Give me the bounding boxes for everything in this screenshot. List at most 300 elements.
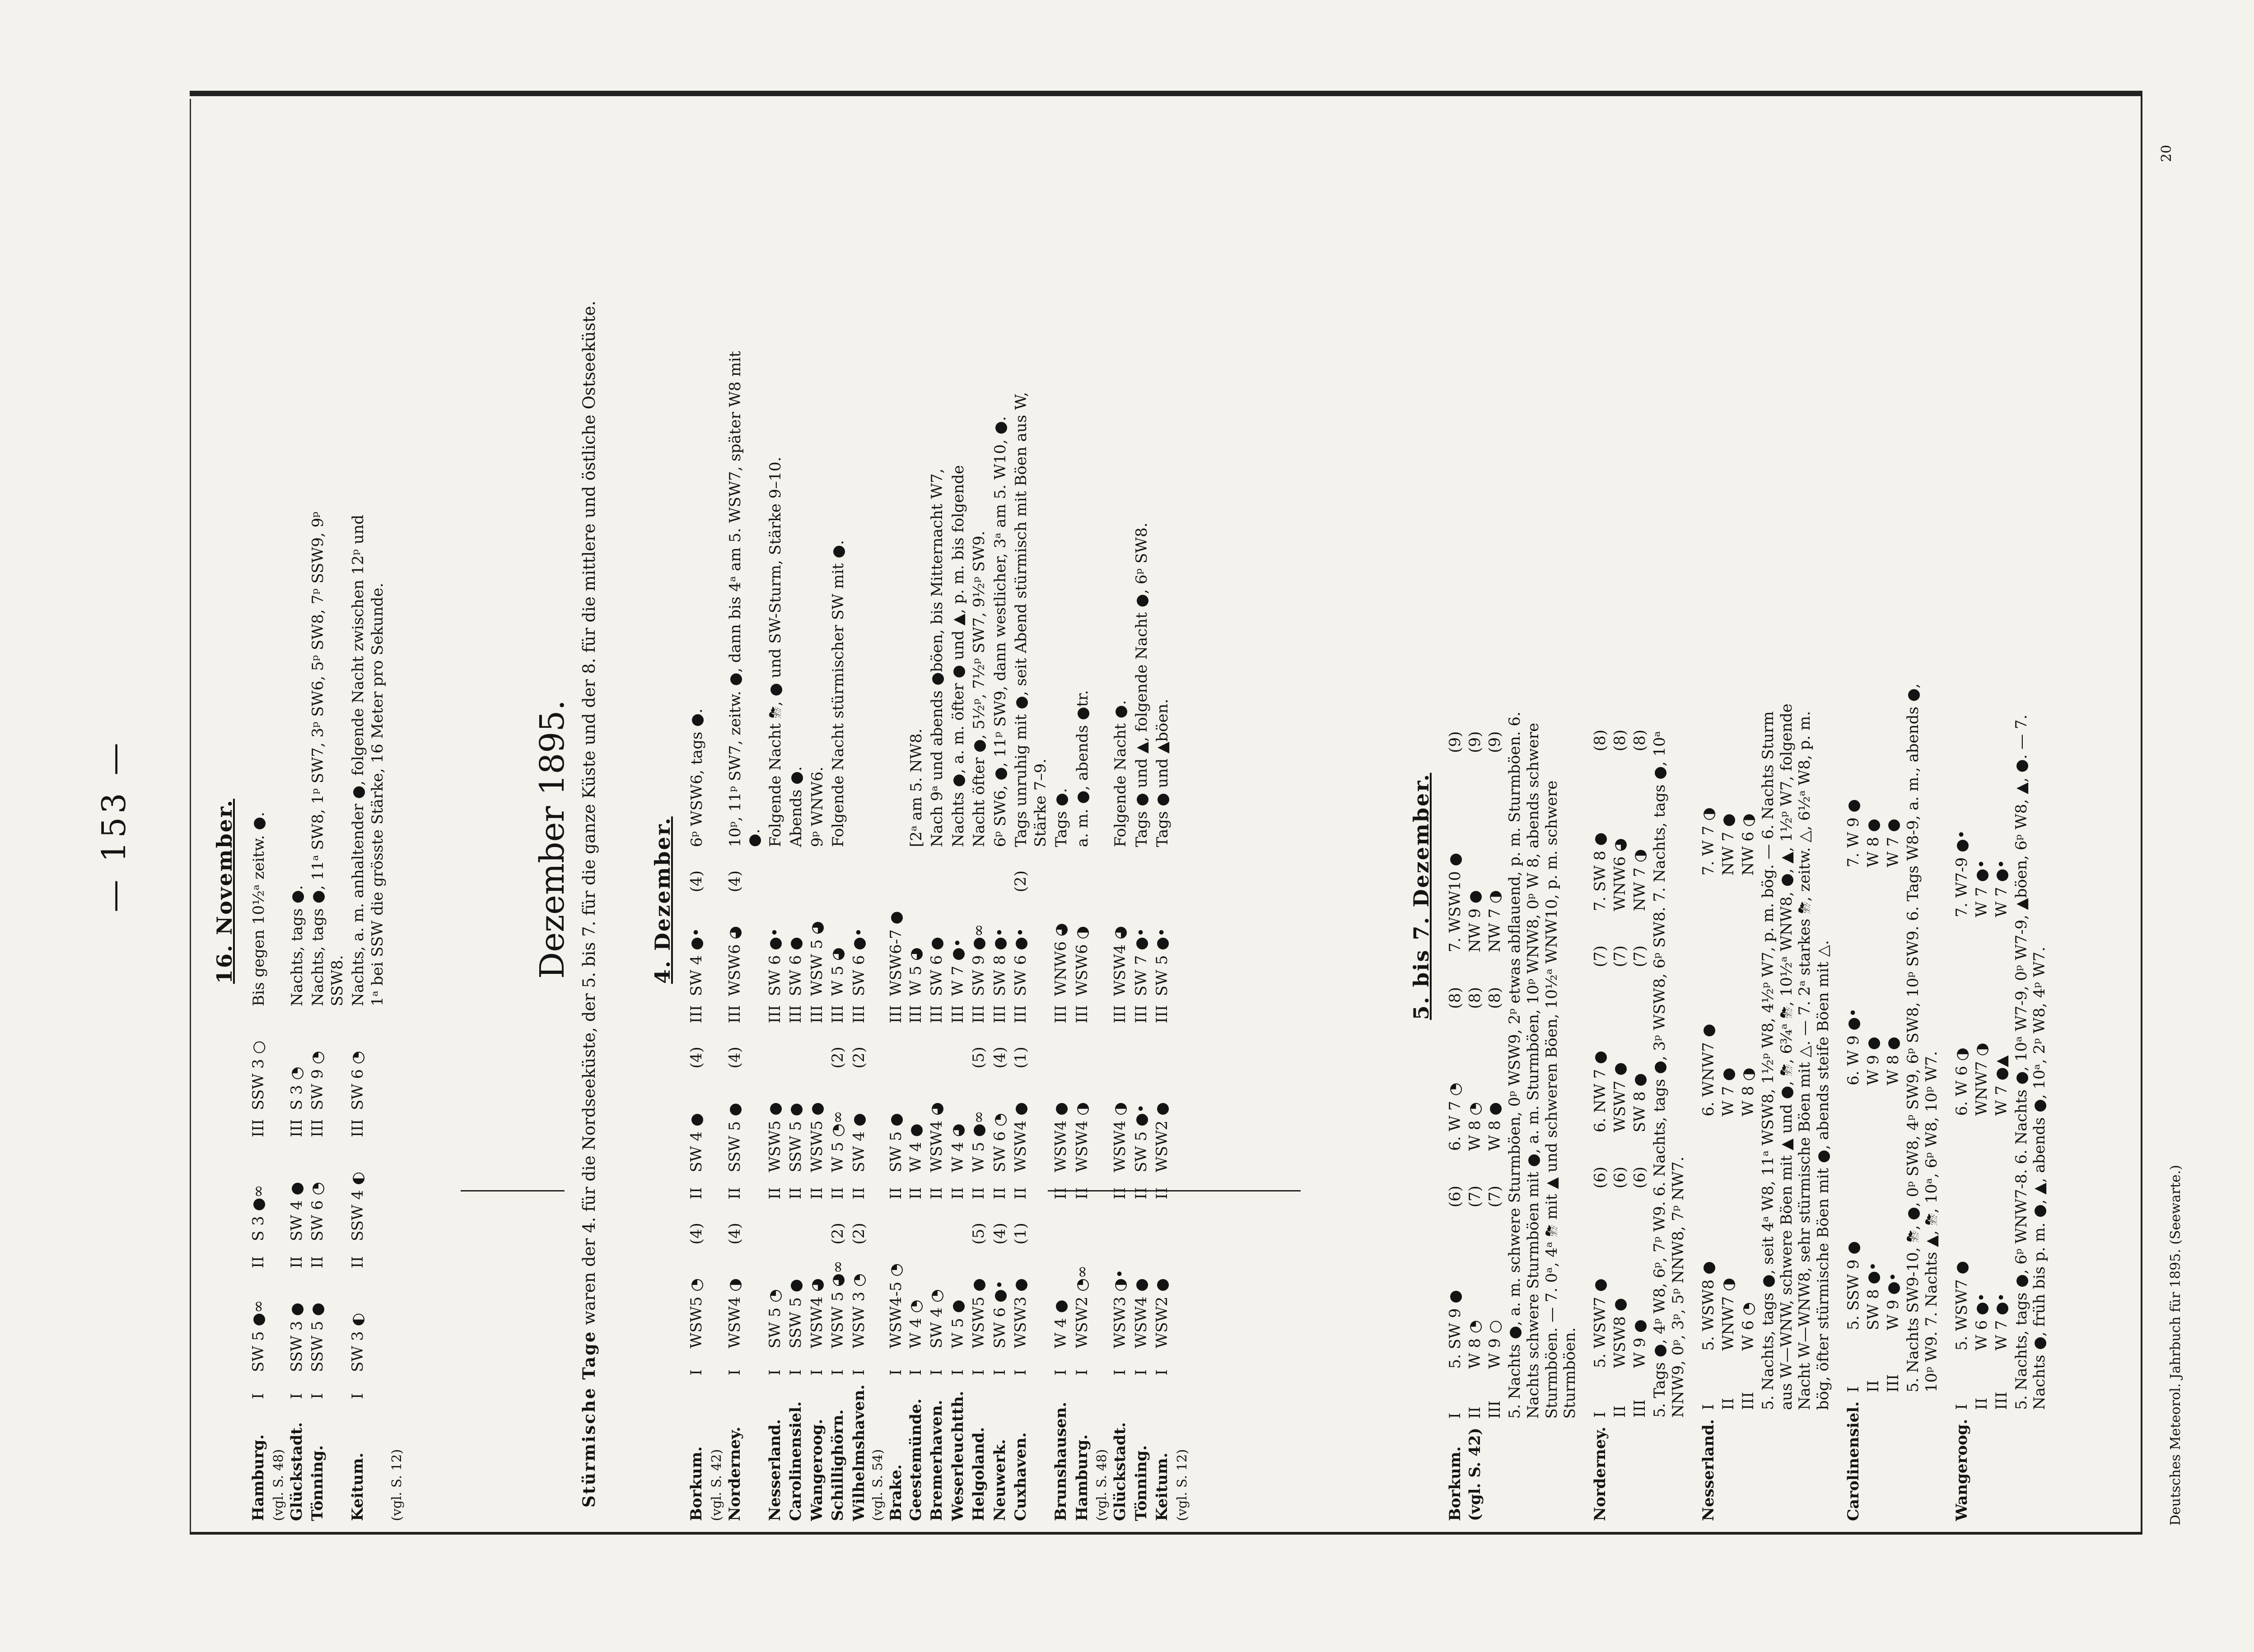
december-4-row — [686, 337, 708, 1526]
observation: W 5 ● — [948, 1299, 967, 1349]
observation: 5. SW 9 ● — [1446, 1290, 1464, 1369]
beaufort-count: (4) — [687, 1047, 705, 1069]
observation: WNW7 ◑ — [1719, 1278, 1737, 1351]
observation: W 7 ●• — [1972, 859, 1991, 917]
term-class: II — [990, 1187, 1009, 1200]
observation: W 9 ●• — [1884, 1272, 1902, 1331]
beaufort-count — [765, 1028, 786, 1073]
beaufort-count: (2) — [1012, 870, 1030, 893]
term-class: III — [1486, 1401, 1504, 1419]
remark: Folgende Nacht ●. — [1111, 700, 1129, 847]
station-block — [1590, 700, 1689, 1526]
beaufort-count — [1863, 872, 1883, 893]
observation: SSW 5 ● — [787, 1103, 805, 1173]
term-class: I — [1952, 1404, 1971, 1410]
term-class: III — [1739, 1391, 1757, 1410]
beaufort-count — [1110, 1204, 1131, 1249]
beaufort-count: (1) — [1012, 1223, 1030, 1245]
remark: [2ᵃ am 5. NW8. — [907, 728, 925, 847]
station-block-row — [1883, 675, 1903, 1526]
observation: WNW6 ◕ — [1052, 923, 1070, 996]
observation: W 4 ● — [1052, 1299, 1070, 1349]
term-class: III — [990, 1005, 1009, 1024]
station-name: Keitum. — [349, 1452, 367, 1521]
beaufort-count — [927, 852, 948, 897]
beaufort-count: (9) — [1466, 731, 1484, 753]
divider-rule-2 — [1048, 1190, 1301, 1191]
term-class: I — [287, 1393, 306, 1399]
lead-bold: Stürmische Tage — [579, 1330, 599, 1508]
term-class: III — [1052, 1005, 1070, 1024]
beaufort-count: (8) — [1611, 729, 1629, 752]
observation: 7. SW 8 ● — [1591, 832, 1610, 912]
lead-text: waren der 4. für die Nordseeküste, der 5. bis 7. für die ganze Küste und der 8. für die mittlere und östliche Ostseeküste. — [579, 300, 599, 1325]
observation: S 3 ◔ — [287, 1066, 306, 1110]
beaufort-count — [786, 1028, 807, 1073]
december-4-row — [990, 337, 1011, 1526]
station-name: Tönning. — [308, 1445, 327, 1521]
beaufort-count — [1072, 1028, 1093, 1073]
term-class: I — [887, 1369, 905, 1376]
term-class: II — [948, 1187, 967, 1200]
station-name: Helgoland. — [970, 1427, 988, 1521]
observation: WSW2 ● — [1153, 1102, 1171, 1173]
beaufort-count: (2) — [849, 1223, 868, 1245]
station-name: Keitum. — [1153, 1452, 1171, 1521]
observation: W 8 ◔ — [1466, 1102, 1484, 1151]
term-class: I — [1591, 1411, 1610, 1418]
observation: WSW 3 ◔ — [849, 1273, 868, 1349]
term-class: I — [1012, 1369, 1030, 1376]
term-class: II — [765, 1187, 784, 1200]
station-spacer — [1610, 1422, 1630, 1526]
term-class: III — [906, 1005, 925, 1024]
term-class: I — [1844, 1386, 1862, 1392]
term-class: II — [1012, 1187, 1030, 1200]
term-class: III — [887, 1005, 905, 1024]
observation: WSW4 ◑ — [725, 1278, 744, 1349]
term-class: III — [1884, 1374, 1902, 1392]
observation: WSW4-5 ◔ — [887, 1263, 905, 1349]
observation: W 7 ● — [1719, 1067, 1737, 1117]
observation: SSW 4 ◐ — [349, 1172, 367, 1241]
observation: W 6 ●• — [1972, 1293, 1991, 1351]
observation: WSW4 ● — [1052, 1102, 1070, 1173]
beaufort-count: (7) — [1466, 1186, 1484, 1208]
beaufort-count — [886, 1028, 906, 1073]
beaufort-count — [1718, 692, 1738, 712]
observation: SW 6 ◔ — [349, 1051, 367, 1110]
observation: SW 5 ◔ — [765, 1289, 784, 1349]
term-class: II — [1153, 1187, 1171, 1200]
beaufort-count — [906, 852, 927, 897]
observation: SW 6 ●• — [849, 927, 868, 996]
beaufort-count — [1863, 675, 1883, 695]
term-class: III — [765, 1005, 784, 1024]
remark: Tags unruhig mit ●, seit Abend stürmisch mit Böen aus W, Stärke 7–9. — [1012, 392, 1050, 847]
beaufort-count: (4) — [990, 1047, 1009, 1069]
station-name: Bremerhaven. — [928, 1400, 946, 1521]
observation: WSW5 ● — [807, 1102, 826, 1173]
observation: W 5 ◕ — [829, 947, 847, 996]
beaufort-count — [1110, 1028, 1131, 1073]
beaufort-count — [807, 852, 828, 897]
station-block-row — [1590, 700, 1610, 1526]
december-4-row — [1011, 337, 1051, 1526]
beaufort-count: (8) — [1446, 987, 1464, 1009]
station-name: Norderney. — [725, 1426, 744, 1521]
term-class: III — [349, 1119, 367, 1137]
observation: 7. W7-9 ●• — [1952, 830, 1971, 917]
observation: SW 6 ◔ — [308, 1182, 327, 1241]
station-spacer — [1718, 1415, 1738, 1526]
beaufort-count — [1992, 1120, 2011, 1140]
observation: WSW2 ◔∞ — [1073, 1265, 1091, 1349]
station-name: Nesserland. — [765, 1419, 784, 1521]
folio-number: 20 — [2159, 144, 2175, 162]
beaufort-count: (4) — [725, 1223, 744, 1245]
observation: 6. WNW7 ● — [1699, 1024, 1717, 1117]
observation: WSW5 ● — [970, 1278, 988, 1349]
term-class: III — [928, 1005, 946, 1024]
observation: 6. W 7 ◔ — [1446, 1082, 1464, 1151]
beaufort-count — [1972, 1120, 1992, 1140]
term-class: I — [970, 1369, 988, 1376]
beaufort-count — [849, 852, 869, 897]
term-class: II — [725, 1187, 744, 1200]
observation: WSW6-7 ● — [887, 911, 905, 996]
term-class: II — [1864, 1380, 1882, 1392]
beaufort-count — [786, 1204, 807, 1249]
remark — [849, 337, 869, 852]
station-description: 5. Nachts, tags ●, 6ᵖ WNW7-8. 6. Nachts ●, 10ᵃ W7-9, 0ᵖ W7-9, ▲böen, 6ᵖ W8, ▲, ●. — 7. Nachts ●, früh bis p. m. ●, ▲, abends ●, 10ᵃ, 2ᵖ W8, 4ᵖ W7. — [2012, 714, 2049, 1410]
observation: W 7 ●• — [948, 938, 967, 996]
december-4-row — [1131, 337, 1153, 1526]
term-class: III — [1631, 1399, 1649, 1418]
observation: WSW3 ● — [1012, 1278, 1030, 1349]
observation: WSW5 ● — [765, 1102, 784, 1173]
term-class: II — [1719, 1398, 1737, 1410]
term-class: II — [1073, 1187, 1091, 1200]
term-class: I — [1132, 1369, 1150, 1376]
station-block-row — [1610, 700, 1630, 1526]
term-class: III — [687, 1005, 705, 1024]
remark: 9ᵖ WNW6. — [808, 767, 826, 847]
station-block-row — [1992, 692, 2011, 1526]
observation: WSW4 ◕ — [1111, 926, 1129, 996]
observation: 7. WSW10 ● — [1446, 852, 1464, 953]
station-name: Carolinensiel. — [787, 1401, 805, 1521]
december-lead — [578, 198, 600, 1508]
term-class: II — [849, 1187, 868, 1200]
beaufort-count — [1843, 675, 1863, 695]
term-class: I — [1073, 1369, 1091, 1376]
remark: 6ᵖ WSW6, tags ●. — [688, 708, 706, 847]
beaufort-count: (7) — [1591, 945, 1610, 968]
station-spacer — [1485, 1423, 1505, 1526]
november-row — [348, 496, 388, 1526]
december-4-subrow — [869, 337, 886, 1526]
beaufort-count: (8) — [1466, 987, 1484, 1009]
beaufort-count — [1883, 675, 1903, 695]
observation: SW 4 ●• — [687, 927, 705, 996]
november-title: 16. November. — [212, 799, 237, 984]
beaufort-count — [948, 1028, 969, 1073]
november-subrow — [270, 496, 287, 1526]
term-class: III — [1992, 1391, 2011, 1410]
observation: NW 7 ◑ — [1631, 849, 1649, 912]
remark: Nacht öfter ●, 5½ᵖ, 7½ᵖ SW7, 9½ᵖ SW9. — [970, 531, 988, 847]
station-block — [1843, 675, 1942, 1526]
observation: WSW 5 ◕∞ — [829, 1261, 847, 1349]
december-4-row — [948, 337, 969, 1526]
term-class: I — [906, 1369, 925, 1376]
term-class: III — [1111, 1005, 1129, 1024]
term-class: III — [970, 1005, 988, 1024]
beaufort-count — [1699, 1121, 1718, 1141]
station-name: Hamburg. — [249, 1434, 267, 1521]
beaufort-count: (6) — [1591, 1167, 1610, 1189]
station-description-row — [1650, 700, 1689, 1526]
term-class: II — [906, 1187, 925, 1200]
term-class: II — [687, 1187, 705, 1200]
term-class: I — [1111, 1369, 1129, 1376]
station-block-row — [1465, 701, 1485, 1526]
beaufort-count — [1051, 1204, 1072, 1249]
station-name: Nesserland. — [1699, 1419, 1717, 1521]
beaufort-count — [1152, 1204, 1173, 1249]
station-description-row — [1758, 692, 1834, 1526]
beaufort-count — [1952, 692, 1972, 712]
station-spacer — [1630, 1422, 1650, 1526]
beaufort-count: (9) — [1446, 731, 1464, 753]
beaufort-count — [969, 852, 990, 897]
observation: WSW 5 ◕ — [807, 921, 826, 996]
term-class: I — [829, 1369, 847, 1376]
beaufort-count — [1152, 1028, 1173, 1073]
beaufort-count: (8) — [1591, 729, 1610, 752]
station-description: 5. Nachts SW9-10, ⛈, ●, 0ᵖ SW8, 4ᵖ SW9, 6ᵖ SW8, 10ᵖ SW9. 6. Tags W8-9, a. m., abends ●, 10ᵖ W9. 7. Nachts ▲, ⛈, 10ᵃ, 6ᵖ W8, 10ᵖ W7. — [1904, 683, 1941, 1392]
observation: W 7 ●• — [1992, 1293, 2011, 1351]
observation: SW 7 ●• — [1132, 927, 1150, 996]
observation: W 9 ○ — [1486, 1320, 1504, 1369]
beaufort-count — [1131, 852, 1153, 897]
term-class: II — [787, 1187, 805, 1200]
beaufort-count — [927, 1204, 948, 1249]
december-4-row — [725, 337, 765, 1526]
remark: Nachts ●, a. m. öfter ● und ▲, p. m. bis folgende — [949, 465, 967, 847]
observation: W 4 ◕ — [948, 1123, 967, 1173]
beaufort-count — [1843, 1090, 1863, 1111]
beaufort-count — [786, 852, 807, 897]
beaufort-count: (5) — [970, 1223, 988, 1245]
station-block-row — [1843, 675, 1863, 1526]
observation: SW 5 ●• — [1153, 927, 1171, 996]
term-class: I — [308, 1393, 327, 1399]
beaufort-count — [1883, 1090, 1903, 1111]
beaufort-count — [990, 852, 1011, 897]
station-block-row — [1485, 701, 1505, 1526]
remark: Folgende Nacht stürmischer SW mit ●. — [829, 540, 847, 847]
beaufort-count — [1051, 1028, 1072, 1073]
beaufort-count: (4) — [725, 1047, 744, 1069]
station-description-row — [1505, 701, 1580, 1526]
observation: SW 8 ●• — [1864, 1261, 1882, 1331]
station-name: Borkum. — [1446, 1446, 1464, 1521]
observation: W 4 ◔ — [906, 1299, 925, 1349]
remark: Tags ●. — [1052, 788, 1070, 847]
remark: Nachts, tags ●. — [288, 885, 306, 1006]
beaufort-count: (4) — [990, 1223, 1009, 1245]
observation: NW 7 ◑ — [1486, 890, 1504, 953]
beaufort-count — [1738, 880, 1758, 900]
observation: SW 5 ●• — [1132, 1104, 1150, 1173]
beaufort-count: (7) — [1611, 945, 1629, 968]
observation: W 8 ◔ — [1466, 1320, 1484, 1369]
observation: W 9 ● — [1631, 1319, 1649, 1368]
observation: NW 6 ◑ — [1739, 813, 1757, 876]
station-spacer — [1883, 1397, 1903, 1526]
remark: a. m. ●, abends ●tr. — [1073, 690, 1092, 847]
station-spacer — [1738, 1415, 1758, 1526]
term-class: II — [1111, 1187, 1129, 1200]
december-4-title: 4. Dezember. — [650, 816, 675, 984]
beaufort-count: (6) — [1446, 1186, 1464, 1208]
term-class: III — [1132, 1005, 1150, 1024]
december-4-subrow — [1173, 337, 1190, 1526]
beaufort-count — [1863, 1090, 1883, 1111]
station-description: 5. Tags ●, 4ᵖ W8, 6ᵖ, 7ᵖ W9. 6. Nachts, tags ●, 3ᵖ WSW8, 6ᵖ SW8. 7. Nachts, tags ●, 10ᵃ NNW9, 0ᵖ, 3ᵖ, 5ᵖ NNW8, 7ᵖ NW7. — [1651, 731, 1687, 1418]
term-class: I — [787, 1369, 805, 1376]
station-reference: (vgl. S. 12) — [1174, 1449, 1190, 1521]
observation: WSW4 ● — [1132, 1278, 1150, 1349]
observation: SW 6 ●• — [765, 927, 784, 996]
term-class: II — [829, 1187, 847, 1200]
observation: S 3 ●∞ — [249, 1185, 267, 1241]
december-4-row — [1152, 337, 1173, 1526]
observation: WSW8 ● — [1611, 1298, 1629, 1368]
november-row — [287, 496, 308, 1526]
beaufort-count — [1072, 1204, 1093, 1249]
station-reference: (vgl. S. 42) — [1466, 1428, 1484, 1521]
remark: Nach 9ᵃ und abends ●böen, bis Mitternacht W7, — [928, 468, 946, 847]
observation: WSW3 ◑• — [1111, 1269, 1129, 1349]
november-row — [308, 496, 348, 1526]
term-class: III — [1012, 1005, 1030, 1024]
station-block-row — [1972, 692, 1992, 1526]
observation: SSW 5 ● — [308, 1303, 327, 1372]
remark: Abends ●. — [787, 766, 805, 847]
december-4-row — [1110, 337, 1131, 1526]
december-4-subrow — [1093, 337, 1110, 1526]
beaufort-count: (8) — [1631, 729, 1649, 752]
term-class: III — [287, 1119, 306, 1137]
station-block-row — [1445, 701, 1465, 1526]
observation: SW 9 ●∞ — [970, 924, 988, 996]
term-class: I — [948, 1369, 967, 1376]
station-description-row — [2011, 692, 2050, 1526]
observation: 7. W 7 ◑ — [1699, 807, 1717, 876]
term-class: II — [249, 1256, 267, 1268]
station-name: Glückstadt. — [287, 1422, 306, 1521]
observation: 6. W 9 ●• — [1844, 1008, 1862, 1085]
term-class: I — [1153, 1369, 1171, 1376]
observation: 6. W 6 ◑ — [1952, 1047, 1971, 1116]
station-block — [1445, 701, 1580, 1526]
observation: W 5 ◔∞ — [829, 1111, 847, 1173]
december-4-row — [1051, 337, 1072, 1526]
remark: Folgende Nacht ⛈, ● und SW-Sturm, Stärke 9–10. — [766, 456, 784, 847]
station-spacer — [1863, 1397, 1883, 1526]
station-name: Carolinensiel. — [1844, 1401, 1862, 1521]
observation: W 7 ● — [1884, 819, 1902, 868]
beaufort-count — [886, 852, 906, 897]
observation: SW 5 ● — [887, 1113, 905, 1173]
beaufort-count — [1718, 1121, 1738, 1141]
observation: WSW7 ● — [1611, 1062, 1629, 1133]
station-spacer — [2011, 1415, 2050, 1526]
station-name: Schillighörn. — [829, 1409, 847, 1521]
observation: WNW7 ◑ — [1972, 1042, 1991, 1116]
beaufort-count — [1843, 872, 1863, 893]
term-class: II — [1466, 1406, 1484, 1419]
beaufort-count — [1718, 880, 1738, 900]
station-name: Glückstadt. — [1111, 1422, 1129, 1521]
term-class: II — [1132, 1187, 1150, 1200]
beaufort-count — [1738, 692, 1758, 712]
beaufort-count — [1883, 872, 1903, 893]
observation: W 6 ◔ — [1739, 1302, 1757, 1351]
observation: WSW5 ◔ — [687, 1278, 705, 1349]
term-class: III — [829, 1005, 847, 1024]
term-class: III — [849, 1005, 868, 1024]
observation: SW 3 ◐ — [349, 1312, 367, 1372]
remark: Nachts, tags ●, 11ᵃ SW8, 1ᵖ SW7, 3ᵖ SW6, 5ᵖ SW8, 7ᵖ SSW9, 9ᵖ SSW8. — [309, 512, 346, 1006]
observation: SW 8 ●• — [990, 927, 1009, 996]
observation: SW 6 ● — [928, 937, 946, 996]
station-description-row — [1903, 675, 1942, 1526]
station-reference: (vgl. S. 48) — [1094, 1449, 1109, 1521]
beaufort-count: (4) — [687, 870, 705, 893]
station-block-row — [1952, 692, 1972, 1526]
december-4-row — [828, 337, 849, 1526]
observation: 7. W 9 ● — [1844, 799, 1862, 868]
station-reference: (vgl. S. 54) — [869, 1449, 885, 1521]
remark: Tags ● und ▲böen. — [1153, 698, 1171, 847]
december-4-row — [786, 337, 807, 1526]
term-class: I — [687, 1369, 705, 1376]
beaufort-count — [1738, 1121, 1758, 1141]
beaufort-count: (5) — [970, 1047, 988, 1069]
station-name: Geestemünde. — [906, 1398, 925, 1521]
term-class: III — [948, 1005, 967, 1024]
beaufort-count — [1992, 922, 2011, 942]
station-name: Borkum. — [687, 1446, 705, 1521]
observation: SW 6 ●• — [1012, 927, 1030, 996]
beaufort-count: (2) — [829, 1223, 847, 1245]
remark: 10ᵖ, 11ᵖ SW7, zeitw. ●, dann bis 4ᵃ am 5. WSW7, später W8 mit ●. — [726, 351, 763, 847]
observation: 5. WSW7 ● — [1591, 1278, 1610, 1368]
observation: SW 4 ● — [687, 1113, 705, 1173]
station-description: 5. Nachts ●, a. m. schwere Sturmböen, 0ᵖ WSW9, 2ᵖ etwas abflauend, p. m. Sturmböen. 6. Nachts schwere Sturmböen mit ●, a. m. Sturmböen, 10ᵖ WNW8, 0ᵖ W 8, abends schwere Sturmböen. — 7. 0ᵃ, 4ᵃ ⛈ mit ▲ und schweren Böen, 10½ᵃ WNW10, p. m. schwere Sturmböen. — [1506, 712, 1579, 1419]
station-spacer — [1758, 1415, 1834, 1526]
station-block — [1952, 692, 2050, 1526]
december-4-subrow — [708, 337, 725, 1526]
observation: SW 9 ◔ — [308, 1051, 327, 1110]
beaufort-count — [1131, 1204, 1153, 1249]
observation: SW 6 ● — [787, 937, 805, 996]
observation: WSW2 ● — [1153, 1278, 1171, 1349]
